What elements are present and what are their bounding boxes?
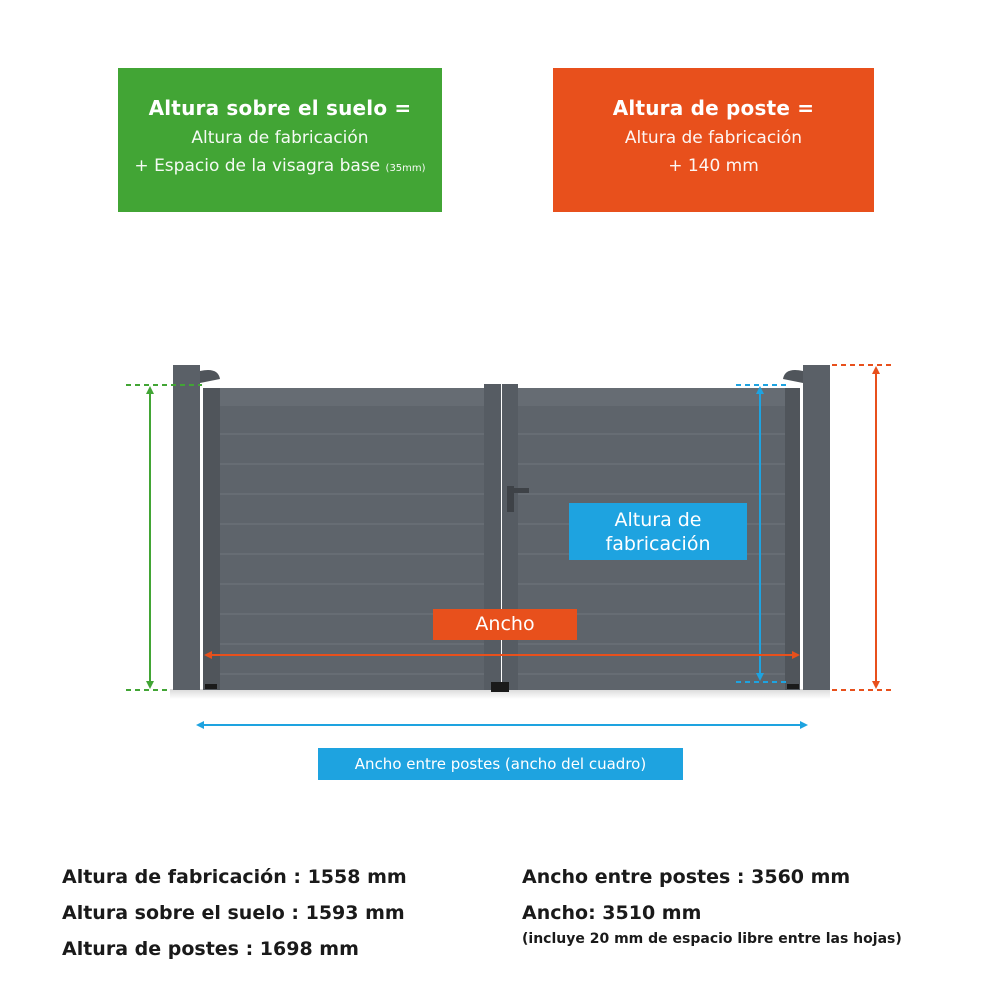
left-post [173, 365, 200, 690]
spec-width-note: (incluye 20 mm de espacio libre entre las hojas) [522, 931, 902, 947]
hinge-icon [205, 684, 217, 689]
formula-line-text: + Espacio de la visagra base [134, 156, 381, 176]
formula-title: Altura sobre el suelo = [148, 96, 412, 120]
formula-line: Altura de fabricación [624, 128, 803, 148]
spec-width: Ancho: 3510 mm [522, 902, 702, 924]
formula-line: Altura de fabricación [191, 128, 369, 148]
width-label: Ancho [433, 609, 577, 640]
floor-stop-icon [491, 682, 509, 692]
spec-fabrication-height: Altura de fabricación : 1558 mm [62, 866, 407, 888]
fabrication-height-label [569, 503, 747, 560]
hinge-icon [200, 370, 220, 383]
formula-line-small: (35mm) [385, 163, 426, 174]
hinge-icon [787, 684, 799, 689]
formula-line: + 140 mm [668, 156, 759, 176]
spec-height-above-ground: Altura sobre el suelo : 1593 mm [62, 902, 405, 924]
post-height-dimension [832, 365, 895, 690]
spec-post-height: Altura de postes : 1698 mm [62, 938, 359, 960]
hinge-icon [783, 370, 803, 383]
gate-leaf-left [203, 384, 501, 690]
formula-title: Altura de poste = [612, 96, 815, 120]
fabrication-height-label-text: Altura de fabricación [605, 509, 711, 555]
width-between-posts-label: Ancho entre postes (ancho del cuadro) [318, 748, 683, 780]
right-post [803, 365, 830, 690]
spec-width-between-posts: Ancho entre postes : 3560 mm [522, 866, 851, 888]
